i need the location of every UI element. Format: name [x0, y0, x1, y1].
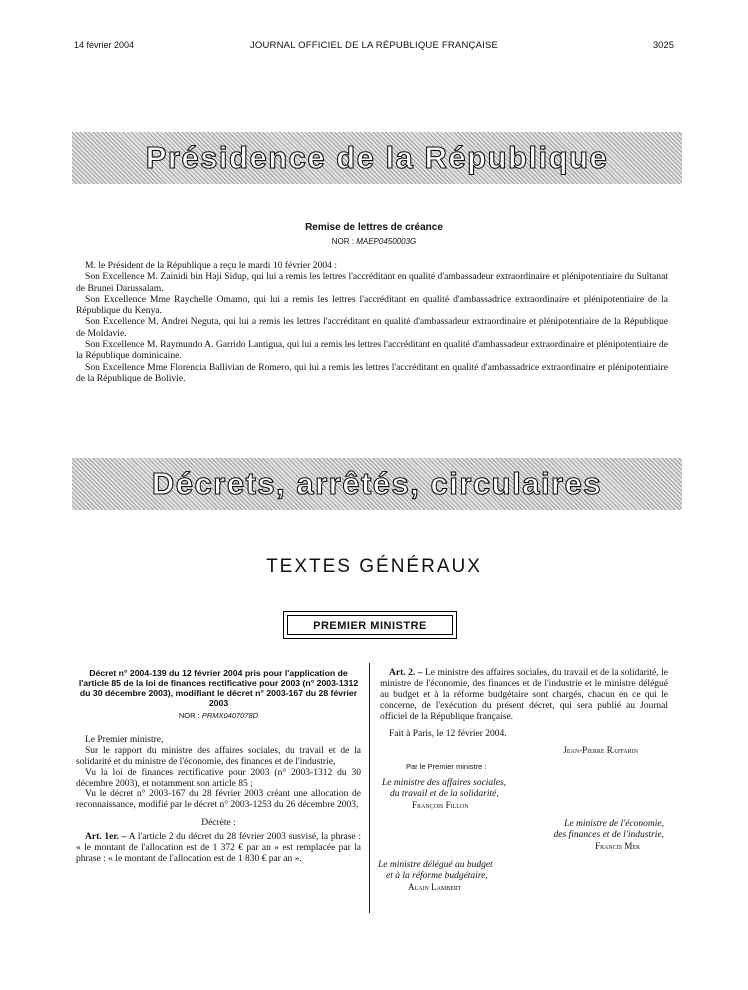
by-pm-label: Par le Premier ministre : [406, 762, 487, 772]
article-label: Art. 1er. – [85, 832, 127, 843]
ministry-label: PREMIER MINISTRE [287, 615, 453, 635]
banner-title: Présidence de la République [145, 140, 609, 175]
header-journal-title: JOURNAL OFFICIEL DE LA RÉPUBLIQUE FRANÇAISE [249, 40, 499, 51]
paragraph: Son Excellence M. Andrei Neguta, qui lui a remis les lettres l'accréditant en qualité d'ambassadeur extraordinaire et plénipotentiaire de la République de Moldavie. [76, 316, 668, 339]
decree-right-column [380, 668, 668, 900]
header-date: 14 février 2004 [74, 40, 135, 50]
header-page-number: 3025 [652, 40, 674, 51]
paragraph: Le Premier ministre, [85, 734, 164, 745]
ministry-box [283, 611, 457, 639]
minister-signature-3 [378, 860, 668, 893]
decrete-label: Décrète : [201, 818, 236, 829]
paragraph: Son Excellence M. Raymundo A. Garrido Lantigua, qui lui a remis les lettres l'accréditant en qualité d'ambassadeur extraordinaire et plénipotentiaire de la République dominicaine. [76, 339, 668, 362]
article-2 [380, 668, 668, 723]
minister-name: François Fillon [412, 800, 469, 811]
paragraph: Son Excellence Mme Raychelle Omamo, qui lui a remis les lettres l'accréditant en qualité d'ambassadrice extraordinaire et plénipotentiaire de la République du Kenya. [76, 293, 668, 317]
minister-title: Le ministre de l'économie, [564, 818, 664, 829]
minister-title: des finances et de l'industrie, [553, 829, 664, 840]
column-divider [369, 663, 370, 913]
banner-title: Décrets, arrêtés, circulaires [151, 466, 603, 501]
nor-code: PRMX0407078D [201, 711, 259, 720]
paragraph: Sur le rapport du ministre des affaires sociales, du travail et de la solidarité et du ministre de l'économie, des finances et de l'industrie, [76, 745, 361, 767]
minister-title: et à la réforme budgétaire, [386, 870, 488, 881]
decree-left-column [76, 668, 361, 865]
paragraph: Son Excellence Mme Florencia Ballivian de Romero, qui lui a remis les lettres l'accréditant en qualité d'ambassadrice extraordinaire et plénipotentiaire de la République de Bolivie. [76, 361, 668, 384]
nor-label: NOR : [331, 237, 354, 246]
article-1 [76, 832, 361, 865]
subsection-title-textes-generaux: TEXTES GÉNÉRAUX [266, 556, 482, 577]
minister-title: Le ministre délégué au budget [378, 859, 493, 870]
section-banner-presidence [72, 132, 682, 184]
article-text: A l'article 2 du décret du 28 février 2003 susvisé, la phrase : « le montant de l'allocation est de 1 372 € par an » est remplacée par la phrase : « le montant de l'allocation est de 1 830 € par an ». [76, 832, 362, 864]
paragraph: M. le Président de la République a reçu le mardi 10 février 2004 : [85, 260, 338, 271]
minister-title: du travail et de la solidarité, [390, 789, 499, 800]
minister-title: Le ministre des affaires sociales, [382, 778, 507, 789]
section-body-lettres-creance [76, 260, 668, 384]
section-title-lettres-creance: Remise de lettres de créance [305, 222, 443, 233]
decree-nor [76, 711, 361, 722]
pm-signature: Jean-Pierre Raffarin [563, 745, 638, 756]
nor-reference [0, 237, 748, 246]
article-label: Art. 2. – [389, 668, 423, 678]
nor-code: MAEP0450003G [356, 237, 417, 246]
nor-label: NOR : [178, 711, 200, 720]
minister-name: Alain Lambert [408, 881, 462, 892]
article-text: Le ministre des affaires sociales, du travail et de la solidarité, le ministre de l'économie, des finances et de l'industrie et le ministre délégué au budget et à la réforme budgétaire sont chargés, chacun en ce qui le concerne, de l'exécution du présent décret, qui sera publié au Journal officiel de la République française. [380, 668, 668, 722]
paragraph: Vu le décret n° 2003-167 du 28 février 2003 créant une allocation de reconnaissance, modifié par le décret n° 2003-1253 du 26 décembre 2003, [76, 789, 361, 811]
decree-title: Décret n° 2004-139 du 12 février 2004 pris pour l'application de l'article 85 de la loi de finances rectificative pour 2003 (n° 2003-1312 du 30 décembre 2003), modifiant le décret n° 2003-167 du 28 février 2003 [78, 668, 359, 708]
paragraph: Son Excellence M. Zainidi bin Haji Sidup, qui lui a remis les lettres l'accréditant en qualité d'ambassadeur extraordinaire et plénipotentiaire du Sultanat de Brunei Darussalam. [76, 271, 668, 294]
minister-signature-1 [382, 778, 668, 811]
paragraph: Vu la loi de finances rectificative pour 2003 (n° 2003-1312 du 30 décembre 2003), et notamment son article 85 ; [76, 767, 361, 789]
minister-signature-2 [380, 819, 664, 852]
done-at: Fait à Paris, le 12 février 2004. [389, 728, 507, 739]
minister-name: Francis Mer [595, 840, 640, 851]
section-banner-decrets [72, 458, 682, 510]
